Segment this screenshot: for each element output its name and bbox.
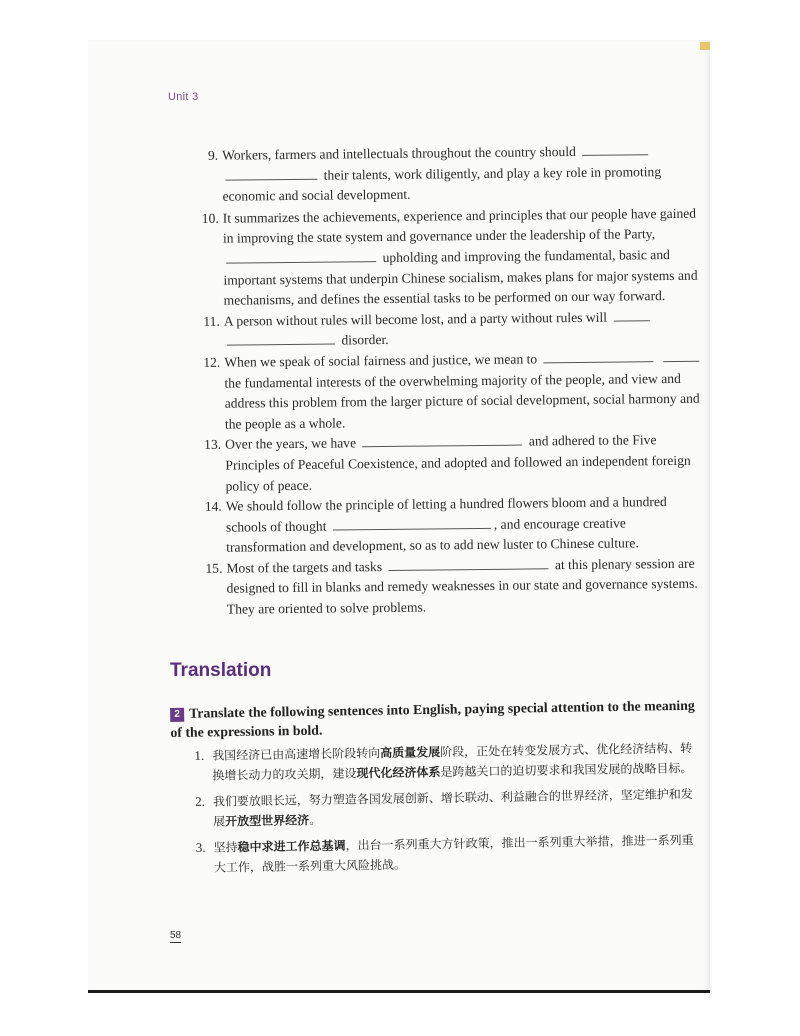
page-number: 58 bbox=[170, 930, 182, 941]
page-bottom-edge bbox=[88, 990, 710, 993]
instruction-text: Translate the following sentences into English, paying special attention to the meaning of the expressions in bold. bbox=[170, 697, 695, 740]
item-number: 15. bbox=[205, 560, 223, 576]
page-corner-tab bbox=[700, 42, 710, 50]
bold-expression: 高质量发展 bbox=[380, 745, 441, 761]
item-text: Workers, farmers and intellectuals throughout the country should bbox=[222, 143, 576, 163]
answer-blank[interactable] bbox=[388, 556, 548, 571]
answer-blank[interactable] bbox=[333, 516, 491, 531]
item-text: It summarizes the achievements, experience and principles that our people have gained in improving the state system and governance under the leadership of the Party, bbox=[222, 205, 697, 247]
section-title-translation: Translation bbox=[170, 660, 272, 681]
item-text: 。 bbox=[309, 812, 322, 828]
fill-in-exercise-list bbox=[192, 141, 707, 621]
unit-header: Unit 3 bbox=[168, 91, 199, 103]
item-text: 我们要放眼长远，努力塑造各国发展创新、增长联动、利益融合的世界经济，坚定维护和发展 bbox=[212, 787, 693, 829]
item-number: 10. bbox=[201, 210, 219, 226]
item-number: 13. bbox=[204, 437, 222, 453]
item-text: , and encourage creative transformation and development, so as to add new luster to Chinese culture. bbox=[226, 515, 639, 555]
item-number: 12. bbox=[203, 354, 221, 370]
item-text: 我国经济已由高速增长阶段转向 bbox=[212, 746, 381, 763]
answer-blank[interactable] bbox=[613, 308, 649, 321]
item-number: 3. bbox=[195, 839, 206, 855]
item-number: 9. bbox=[207, 147, 219, 163]
item-text: 是跨越关口的迫切要求和我国发展的战略目标。 bbox=[440, 761, 693, 780]
exercise-item-9 bbox=[192, 141, 703, 209]
item-text: We should follow the principle of letting a hundred flowers bloom and a hundred schools of thought bbox=[225, 494, 667, 535]
item-text: at this plenary session are designed to fill in blanks and remedy weaknesses in our state and governance systems. They are oriented to solve problems. bbox=[226, 555, 698, 617]
exercise-item-13 bbox=[195, 430, 706, 497]
item-text: and adhered to the Five Principles of Peaceful Coexistence, and adopted and followed an independent foreign policy of peace. bbox=[225, 432, 691, 494]
exercise-number-badge: 2 bbox=[170, 708, 184, 722]
translation-item-list bbox=[190, 738, 702, 884]
item-text: Over the years, we have bbox=[225, 435, 357, 452]
item-text: A person without rules will become lost, and a party without rules will bbox=[223, 309, 608, 329]
item-text: their talents, work diligently, and play a key role in promoting economic and social development. bbox=[222, 163, 662, 204]
item-text: upholding and improving the fundamental, basic and important systems that underpin Chinese socialism, makes plans for major systems and mechanisms, and defines the essential tasks to be performed on our way forward. bbox=[223, 246, 698, 308]
item-number: 1. bbox=[194, 747, 205, 763]
item-text: When we speak of social fairness and justice, we mean to bbox=[224, 351, 538, 370]
translation-item-2 bbox=[191, 784, 702, 832]
answer-blank[interactable] bbox=[226, 249, 376, 264]
answer-blank[interactable] bbox=[543, 349, 653, 363]
answer-blank[interactable] bbox=[582, 142, 648, 156]
item-number: 2. bbox=[195, 793, 205, 809]
bold-expression: 稳中求进工作总基调 bbox=[237, 838, 346, 855]
translation-item-3 bbox=[191, 830, 702, 878]
item-text: the fundamental interests of the overwhelming majority of the people, and view and address this problem from the larger picture of social development, social harmony and the people as a whole. bbox=[224, 370, 700, 432]
exercise-item-15 bbox=[196, 554, 707, 621]
answer-blank[interactable] bbox=[227, 332, 335, 346]
item-text: Most of the targets and tasks bbox=[226, 558, 383, 576]
answer-blank[interactable] bbox=[362, 433, 522, 448]
exercise-item-14 bbox=[196, 492, 707, 559]
answer-blank[interactable] bbox=[225, 166, 317, 180]
answer-blank[interactable] bbox=[663, 349, 699, 362]
item-number: 11. bbox=[203, 313, 220, 329]
translation-item-1 bbox=[190, 738, 701, 786]
item-text: 坚持 bbox=[213, 840, 238, 855]
exercise-item-10 bbox=[193, 203, 704, 311]
item-text: 阶段，正处在转变发展方式、优化经济结构、转换增长动力的攻关期，建设 bbox=[212, 741, 693, 783]
exercise-item-11 bbox=[194, 306, 704, 353]
bold-expression: 现代化经济体系 bbox=[356, 765, 441, 781]
item-number: 14. bbox=[204, 498, 222, 514]
item-text: disorder. bbox=[341, 332, 389, 348]
exercise-item-12 bbox=[194, 348, 705, 436]
item-text: ，出台一系列重大方针政策，推出一系列重大举措，推进一系列重大工作，战胜一系列重大风险挑战。 bbox=[213, 833, 694, 875]
bold-expression: 开放型世界经济 bbox=[225, 813, 310, 829]
